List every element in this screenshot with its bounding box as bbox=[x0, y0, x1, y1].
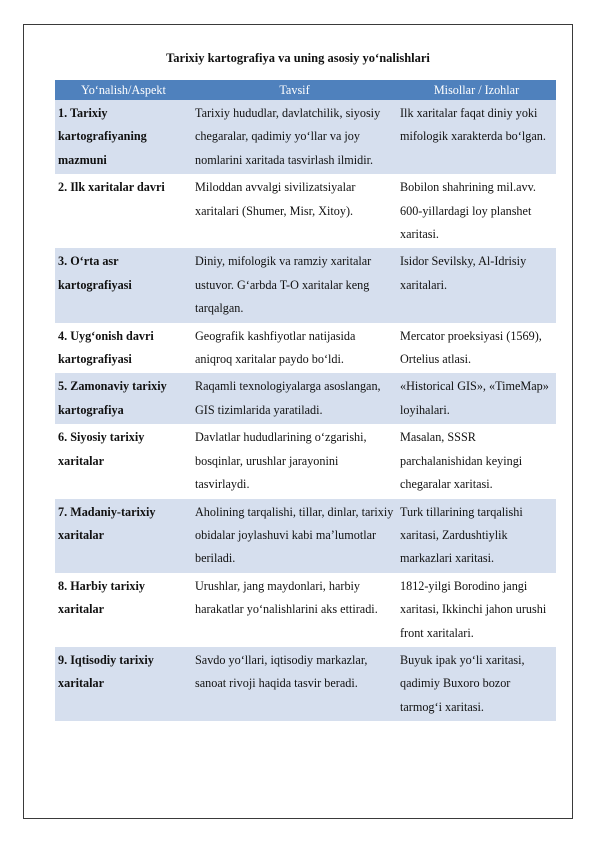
row-note: Mercator proeksiyasi (1569), Ortelius atlasi. bbox=[397, 323, 556, 374]
row-description: Geografik kashfiyotlar natijasida aniqroq xaritalar paydo bo‘ldi. bbox=[192, 323, 397, 374]
row-description: Urushlar, jang maydonlari, harbiy harakatlar yo‘nalishlarini aks ettiradi. bbox=[192, 573, 397, 647]
table-row bbox=[55, 647, 556, 721]
table-row bbox=[55, 373, 556, 424]
row-note: 1812-yilgi Borodino jangi xaritasi, Ikkinchi jahon urushi front xaritalari. bbox=[397, 573, 556, 647]
row-aspect: 2. Ilk xaritalar davri bbox=[55, 174, 192, 248]
table-row bbox=[55, 248, 556, 322]
row-description: Tarixiy hududlar, davlatchilik, siyosiy chegaralar, qadimiy yo‘llar va joy nomlarini xaritada tasvirlash ilmidir. bbox=[192, 100, 397, 174]
row-note: Turk tillarining tarqalishi xaritasi, Zardushtiylik markazlari xaritasi. bbox=[397, 499, 556, 573]
row-aspect: 7. Madaniy-tarixiy xaritalar bbox=[55, 499, 192, 573]
table-row bbox=[55, 573, 556, 647]
row-note: Ilk xaritalar faqat diniy yoki mifologik xarakterda bo‘lgan. bbox=[397, 100, 556, 174]
row-aspect: 6. Siyosiy tarixiy xaritalar bbox=[55, 424, 192, 498]
row-aspect: 8. Harbiy tarixiy xaritalar bbox=[55, 573, 192, 647]
table-row bbox=[55, 100, 556, 174]
document-title: Tarixiy kartografiya va uning asosiy yo‘nalishlari bbox=[166, 51, 430, 65]
row-description: Savdo yo‘llari, iqtisodiy markazlar, sanoat rivoji haqida tasvir beradi. bbox=[192, 647, 397, 721]
row-note: Masalan, SSSR parchalanishidan keyingi chegaralar xaritasi. bbox=[397, 424, 556, 498]
row-description: Aholining tarqalishi, tillar, dinlar, tarixiy obidalar joylashuvi kabi ma’lumotlar beriladi. bbox=[192, 499, 397, 573]
table-row bbox=[55, 174, 556, 248]
row-aspect: 4. Uyg‘onish davri kartografiyasi bbox=[55, 323, 192, 374]
row-aspect: 1. Tarixiy kartografiyaning mazmuni bbox=[55, 100, 192, 174]
row-aspect: 9. Iqtisodiy tarixiy xaritalar bbox=[55, 647, 192, 721]
table-row bbox=[55, 323, 556, 374]
row-note: Buyuk ipak yo‘li xaritasi, qadimiy Buxoro bozor tarmog‘i xaritasi. bbox=[397, 647, 556, 721]
table-header-row bbox=[55, 80, 556, 100]
row-description: Davlatlar hududlarining o‘zgarishi, bosqinlar, urushlar jarayonini tasvirlaydi. bbox=[192, 424, 397, 498]
header-aspect: Yo‘nalish/Aspekt bbox=[55, 80, 192, 100]
header-description: Tavsif bbox=[192, 80, 397, 100]
row-note: «Historical GIS», «TimeMap» loyihalari. bbox=[397, 373, 556, 424]
table-row bbox=[55, 499, 556, 573]
row-description: Miloddan avvalgi sivilizatsiyalar xaritalari (Shumer, Misr, Xitoy). bbox=[192, 174, 397, 248]
cartography-table bbox=[55, 80, 556, 721]
row-aspect: 3. O‘rta asr kartografiyasi bbox=[55, 248, 192, 322]
row-aspect: 5. Zamonaviy tarixiy kartografiya bbox=[55, 373, 192, 424]
row-note: Isidor Sevilsky, Al-Idrisiy xaritalari. bbox=[397, 248, 556, 322]
header-notes: Misollar / Izohlar bbox=[397, 80, 556, 100]
table-row bbox=[55, 424, 556, 498]
row-description: Raqamli texnologiyalarga asoslangan, GIS tizimlarida yaratiladi. bbox=[192, 373, 397, 424]
row-description: Diniy, mifologik va ramziy xaritalar ustuvor. G‘arbda T-O xaritalar keng tarqalgan. bbox=[192, 248, 397, 322]
row-note: Bobilon shahrining mil.avv. 600-yillardagi loy planshet xaritasi. bbox=[397, 174, 556, 248]
